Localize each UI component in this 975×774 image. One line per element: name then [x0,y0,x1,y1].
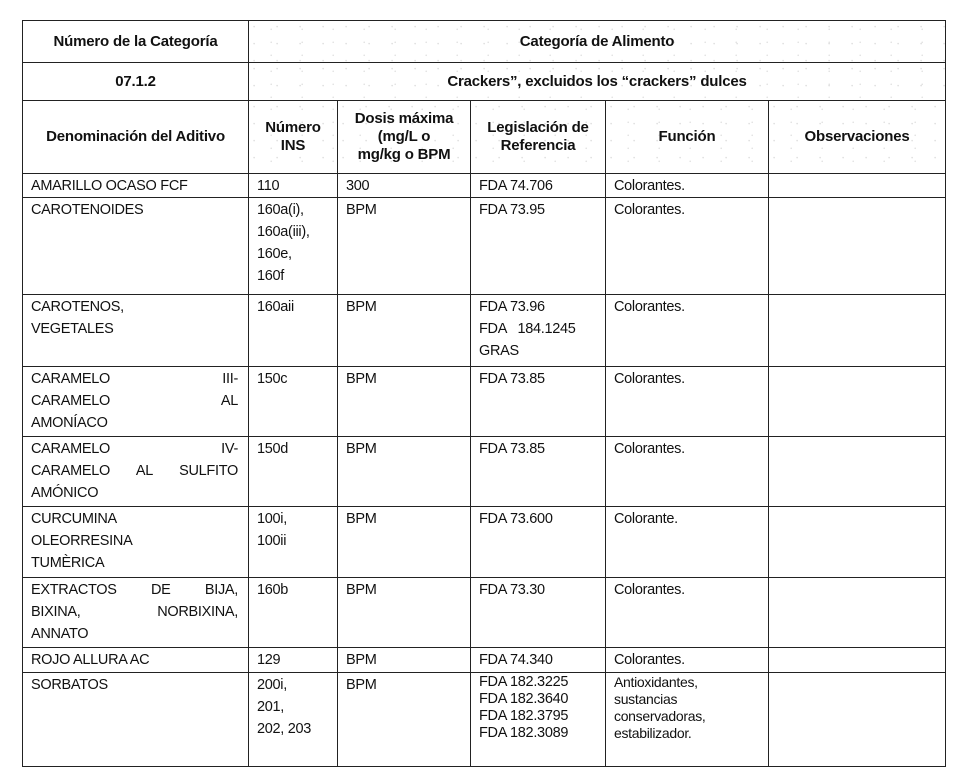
additive-name-cell [23,578,249,648]
additive-name-cell [23,367,249,437]
max-dose-cell: BPM [338,507,471,578]
legislation-line: FDA 74.340 [479,652,553,668]
function-cell [606,673,769,767]
table-row [23,673,946,767]
col-header-legislation-line: Legislación de [487,119,589,136]
legislation-line: GRAS [479,343,519,359]
food-additives-table [22,20,946,767]
observations-cell [769,295,946,367]
additive-name-cell [23,198,249,295]
observations-cell [769,507,946,578]
max-dose-cell: BPM [338,198,471,295]
name-line: CARAMELO III- [31,371,238,387]
name-line: CARAMELO AL [31,393,238,409]
name-line: CAROTENOS, [31,299,124,315]
legislation-line: FDA 182.3089 [479,725,569,741]
function-line: Colorantes. [614,652,685,668]
function-line: estabilizador. [614,725,692,741]
col-header-ins-line: Número [265,119,321,136]
header-row-category [23,21,946,63]
ins-line: 150d [257,441,289,457]
legislation-cell [471,174,606,198]
ins-line: 100i, [257,511,287,527]
function-cell [606,437,769,507]
name-line: ROJO ALLURA AC [31,652,150,668]
function-line: Colorantes. [614,371,685,387]
legislation-cell [471,295,606,367]
function-cell [606,578,769,648]
ins-number-cell [249,174,338,198]
name-line: AMARILLO OCASO FCF [31,178,188,194]
legislation-line: FDA 182.3225 [479,674,569,690]
function-cell [606,198,769,295]
table-row [23,437,946,507]
observations-cell [769,648,946,673]
table-row [23,578,946,648]
ins-number-cell [249,507,338,578]
function-line: Colorantes. [614,178,685,194]
function-line: Colorantes. [614,582,685,598]
name-line: AMONÍACO [31,415,108,431]
additive-name-cell [23,437,249,507]
table-row [23,367,946,437]
table-row [23,174,946,198]
ins-number-cell [249,367,338,437]
additive-name-cell [23,174,249,198]
function-cell [606,174,769,198]
table-row [23,198,946,295]
function-line: Colorantes. [614,202,685,218]
max-dose-cell: 300 [338,174,471,198]
function-line: Colorantes. [614,441,685,457]
max-dose-cell: BPM [338,437,471,507]
additive-name-cell [23,507,249,578]
table-row [23,648,946,673]
function-line: Colorante. [614,511,678,527]
name-line: CARAMELO AL SULFITO [31,463,238,479]
ins-line: 160e, [257,246,292,262]
ins-line: 160aii [257,299,294,315]
col-header-function: Función [606,101,769,174]
max-dose-cell: BPM [338,295,471,367]
name-line: TUMÈRICA [31,555,105,571]
name-line: CARAMELO IV- [31,441,238,457]
table-body [23,174,946,767]
function-cell [606,367,769,437]
observations-cell [769,367,946,437]
max-dose-cell: BPM [338,578,471,648]
legislation-line: FDA 73.85 [479,371,545,387]
col-header-dose-line: (mg/L o [377,128,431,145]
function-line: Colorantes. [614,299,685,315]
ins-line: 160a(iii), [257,224,310,240]
additive-name-cell [23,648,249,673]
food-category-label: Categoría de Alimento [249,21,946,63]
ins-number-cell [249,198,338,295]
function-cell [606,507,769,578]
legislation-cell [471,198,606,295]
ins-number-cell [249,648,338,673]
ins-number-cell [249,295,338,367]
name-line: SORBATOS [31,677,108,693]
legislation-line: FDA 182.3640 [479,691,569,707]
ins-line: 160f [257,268,285,284]
name-line: AMÓNICO [31,485,99,501]
column-header-row [23,101,946,174]
ins-number-cell [249,437,338,507]
legislation-line: FDA 73.95 [479,202,545,218]
name-line: VEGETALES [31,321,114,337]
legislation-line: FDA 182.3795 [479,708,569,724]
col-header-dose-line: Dosis máxima [354,110,454,127]
name-line: CAROTENOIDES [31,202,144,218]
legislation-cell [471,673,606,767]
legislation-line: FDA 74.706 [479,178,553,194]
legislation-line: FDA 184.1245 [479,321,576,337]
category-name: Crackers”, excluidos los “crackers” dulces [249,63,946,101]
observations-cell [769,174,946,198]
header-row-category-values [23,63,946,101]
ins-line: 100ii [257,533,287,549]
max-dose-cell: BPM [338,673,471,767]
legislation-line: FDA 73.85 [479,441,545,457]
col-header-dose-line: mg/kg o BPM [357,146,451,163]
legislation-line: FDA 73.96 [479,299,545,315]
name-line: ANNATO [31,626,89,642]
col-header-legislation [471,101,606,174]
additive-name-cell [23,673,249,767]
col-header-additive-name: Denominación del Aditivo [23,101,249,174]
function-line: sustancias [614,691,678,707]
ins-line: 110 [257,178,280,194]
name-line: CURCUMINA [31,511,117,527]
name-line: BIXINA, NORBIXINA, [31,604,238,620]
legislation-cell [471,578,606,648]
col-header-ins-line: INS [280,137,306,154]
category-number-label: Número de la Categoría [23,21,249,63]
ins-line: 200i, [257,677,287,693]
observations-cell [769,578,946,648]
ins-line: 150c [257,371,288,387]
ins-line: 202, 203 [257,721,312,737]
ins-line: 129 [257,652,281,668]
function-line: Antioxidantes, [614,674,698,690]
ins-number-cell [249,578,338,648]
col-header-ins [249,101,338,174]
ins-number-cell [249,673,338,767]
max-dose-cell: BPM [338,367,471,437]
legislation-cell [471,507,606,578]
name-line: EXTRACTOS DE BIJA, [31,582,238,598]
function-cell [606,648,769,673]
name-line: OLEORRESINA [31,533,133,549]
legislation-cell [471,648,606,673]
ins-line: 160b [257,582,289,598]
table-row [23,507,946,578]
max-dose-cell: BPM [338,648,471,673]
col-header-legislation-line: Referencia [500,137,576,154]
observations-cell [769,198,946,295]
legislation-cell [471,367,606,437]
observations-cell [769,437,946,507]
table-row [23,295,946,367]
col-header-observations: Observaciones [769,101,946,174]
function-line: conservadoras, [614,708,706,724]
function-cell [606,295,769,367]
legislation-line: FDA 73.600 [479,511,553,527]
category-number: 07.1.2 [23,63,249,101]
ins-line: 201, [257,699,285,715]
legislation-line: FDA 73.30 [479,582,545,598]
observations-cell [769,673,946,767]
col-header-max-dose [338,101,471,174]
ins-line: 160a(i), [257,202,304,218]
legislation-cell [471,437,606,507]
additive-name-cell [23,295,249,367]
